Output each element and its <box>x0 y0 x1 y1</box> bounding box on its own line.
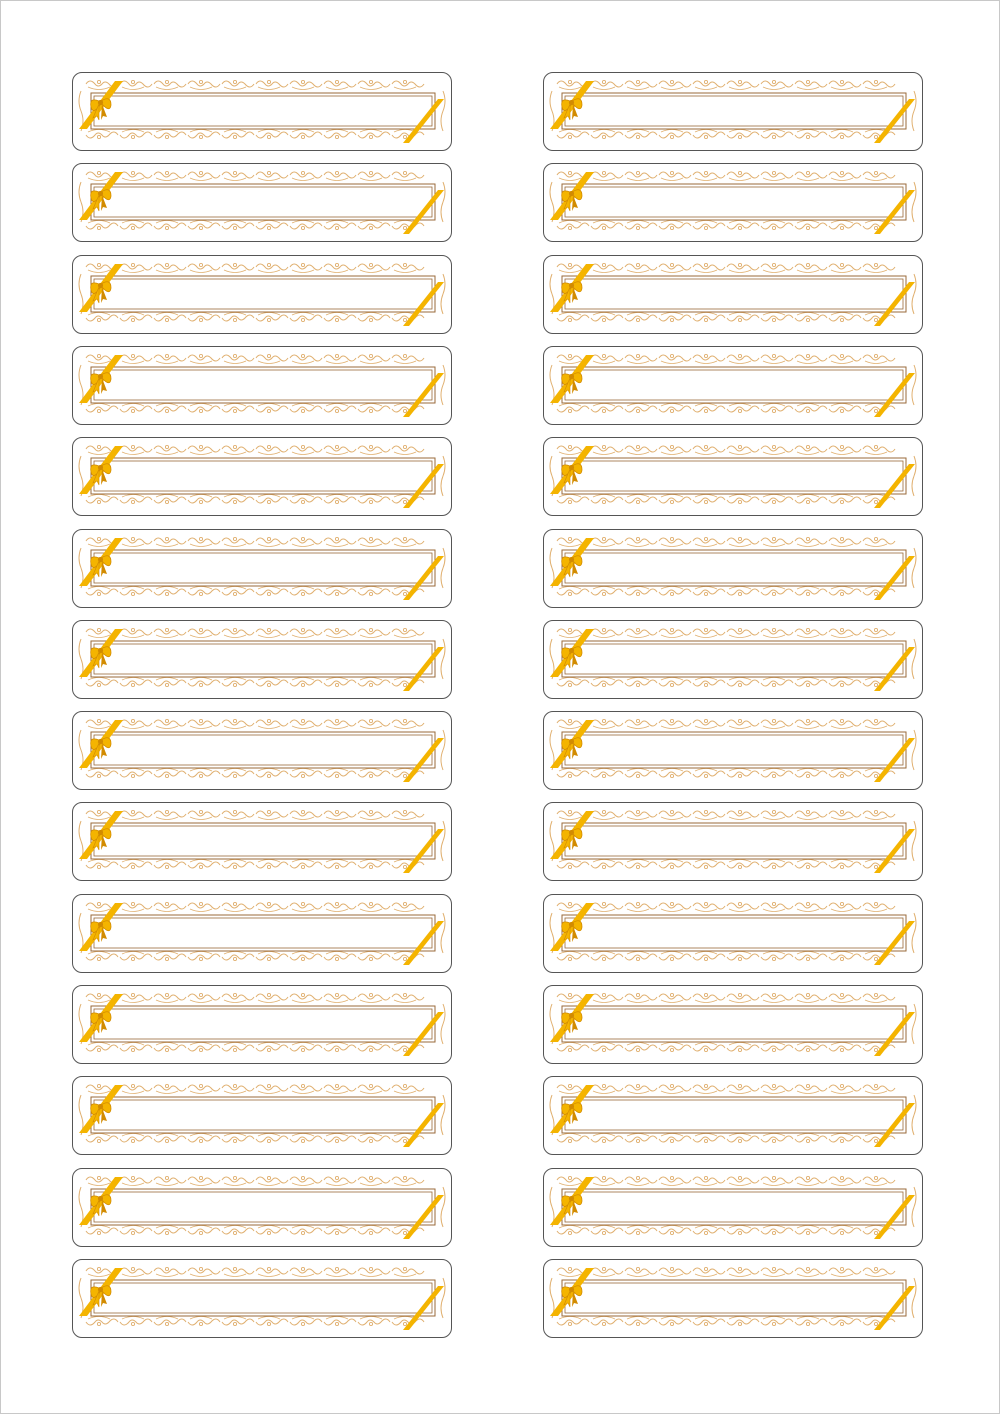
label-card <box>543 802 923 881</box>
label-card <box>72 711 452 790</box>
label-decoration <box>73 438 451 515</box>
label-card <box>72 1076 452 1155</box>
label-card <box>543 1259 923 1338</box>
label-decoration <box>73 803 451 880</box>
label-card <box>72 529 452 608</box>
label-card <box>543 346 923 425</box>
label-card <box>543 437 923 516</box>
label-card <box>72 985 452 1064</box>
label-decoration <box>544 1169 922 1246</box>
label-card <box>543 711 923 790</box>
label-decoration <box>544 256 922 333</box>
label-decoration <box>73 986 451 1063</box>
label-decoration <box>73 1169 451 1246</box>
label-card <box>72 620 452 699</box>
label-decoration <box>544 347 922 424</box>
label-decoration <box>73 1260 451 1337</box>
label-card <box>72 163 452 242</box>
label-decoration <box>544 164 922 241</box>
label-card <box>543 985 923 1064</box>
label-decoration <box>73 530 451 607</box>
label-decoration <box>544 1260 922 1337</box>
label-card <box>72 1168 452 1247</box>
label-card <box>543 1076 923 1155</box>
label-card <box>543 72 923 151</box>
label-card <box>72 802 452 881</box>
label-card <box>543 894 923 973</box>
label-decoration <box>544 438 922 515</box>
label-decoration <box>544 803 922 880</box>
label-card <box>543 255 923 334</box>
label-card <box>543 1168 923 1247</box>
label-decoration <box>73 1077 451 1154</box>
label-card <box>72 894 452 973</box>
label-decoration <box>73 164 451 241</box>
label-card <box>72 1259 452 1338</box>
label-decoration <box>544 895 922 972</box>
label-decoration <box>544 530 922 607</box>
label-decoration <box>73 347 451 424</box>
label-decoration <box>73 712 451 789</box>
label-card <box>72 72 452 151</box>
label-decoration <box>544 712 922 789</box>
label-decoration <box>544 73 922 150</box>
label-card <box>543 620 923 699</box>
label-card <box>543 529 923 608</box>
label-decoration <box>544 986 922 1063</box>
label-decoration <box>544 1077 922 1154</box>
label-card <box>543 163 923 242</box>
label-decoration <box>73 73 451 150</box>
label-card <box>72 255 452 334</box>
label-decoration <box>73 256 451 333</box>
label-decoration <box>73 895 451 972</box>
label-decoration <box>544 621 922 698</box>
label-decoration <box>73 621 451 698</box>
label-card <box>72 346 452 425</box>
label-card <box>72 437 452 516</box>
